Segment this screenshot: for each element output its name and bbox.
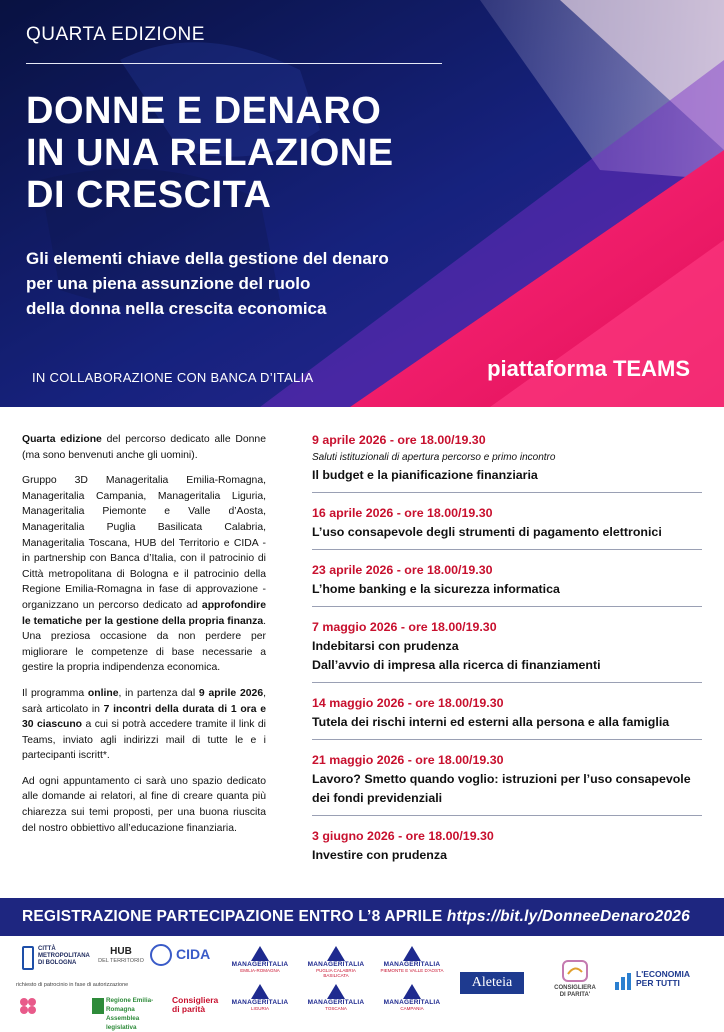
triangle-icon bbox=[327, 984, 345, 999]
intro-bold: 9 aprile 2026 bbox=[198, 687, 264, 699]
logo-text: DEL TERRITORIO bbox=[98, 958, 144, 964]
title-line: DI CRESCITA bbox=[26, 174, 272, 216]
intro-text-run: del percorso dedicato alle Donne (ma sono benvenuti anche gli uomini). bbox=[22, 434, 266, 461]
logo-text: MANAGERITALIA bbox=[383, 961, 441, 968]
regione-mark-icon bbox=[92, 998, 104, 1014]
subtitle-line: Gli elementi chiave della gestione del denaro bbox=[26, 249, 389, 268]
logo-text: Regione Emilia-Romagna bbox=[106, 997, 154, 1013]
logo-text: CONSIGLIERA bbox=[554, 985, 596, 991]
intro-paragraph: Ad ogni appuntamento ci sarà uno spazio dedicato alle domande ai relatori, al fine di creare quanta più chiarezza sui temi proposti, per una buona riuscita del nostro obbiettivo all’educazione finanziaria. bbox=[22, 775, 266, 834]
intro-paragraph bbox=[22, 686, 266, 764]
logo-text: Assemblea legislativa bbox=[106, 1015, 140, 1031]
logo-text: Consigliera bbox=[172, 995, 219, 1005]
logo-text: DI PARITA' bbox=[559, 992, 591, 998]
title-line: IN UNA RELAZIONE bbox=[26, 132, 394, 174]
registration-link[interactable]: https://bit.ly/DonneeDenaro2026 bbox=[446, 908, 690, 925]
manageritalia-piemonte-logo bbox=[380, 946, 444, 986]
flower-icon bbox=[16, 994, 40, 1018]
intro-bold: 7 incontri della durata di 1 ora e 30 ciascuno bbox=[22, 703, 266, 731]
intro-text-run: Il programma bbox=[22, 687, 88, 699]
event-date: 3 giugno 2026 - ore 18.00/19.30 bbox=[312, 829, 494, 843]
consigliera-small-logo bbox=[172, 996, 222, 1014]
logo-text: DI BOLOGNA bbox=[38, 960, 77, 966]
intro-text-run: , sarà articolato in bbox=[22, 687, 266, 715]
logo-text: METROPOLITANA bbox=[38, 953, 90, 959]
hub-logo bbox=[96, 946, 146, 965]
logo-text: MANAGERITALIA bbox=[231, 999, 289, 1006]
manageritalia-toscana-logo bbox=[304, 984, 368, 1024]
triangle-icon bbox=[403, 946, 421, 961]
intro-paragraph bbox=[22, 473, 266, 676]
intro-bold: Quarta edizione bbox=[22, 434, 102, 445]
subtitle-line: della donna nella crescita economica bbox=[26, 299, 327, 318]
intro-text-run: , in partenza dal bbox=[118, 687, 199, 699]
event-schedule bbox=[312, 429, 702, 881]
bar-chart-icon bbox=[614, 972, 632, 990]
manageritalia-puglia-logo bbox=[304, 946, 368, 986]
aleteia-logo: Aleteia bbox=[460, 972, 524, 994]
event-item bbox=[312, 749, 702, 816]
manageritalia-emilia-logo bbox=[228, 946, 292, 986]
manageritalia-campania-logo bbox=[380, 984, 444, 1024]
logo-text: HUB bbox=[110, 946, 132, 957]
platform-label: piattaforma TEAMS bbox=[487, 356, 690, 381]
logo-text: PIEMONTE E VALLE D'AOSTA bbox=[380, 968, 444, 973]
header-divider bbox=[26, 63, 442, 64]
logo-text: CITTÀ bbox=[38, 946, 56, 952]
event-topic: Il budget e la pianificazione finanziaria bbox=[312, 468, 538, 482]
logo-text: LIGURIA bbox=[250, 1006, 269, 1011]
registration-label: REGISTRAZIONE PARTECIPAZIONE ENTRO L’8 APRILE bbox=[22, 908, 447, 925]
event-date: 14 maggio 2026 - ore 18.00/19.30 bbox=[312, 696, 504, 710]
event-topic: Dall’avvio di impresa alla ricerca di finanziamenti bbox=[312, 658, 601, 672]
event-date: 7 maggio 2026 - ore 18.00/19.30 bbox=[312, 620, 497, 634]
subtitle-line: per una piena assunzione del ruolo bbox=[26, 274, 311, 293]
event-date: 23 aprile 2026 - ore 18.00/19.30 bbox=[312, 563, 493, 577]
event-item bbox=[312, 825, 702, 872]
intro-bold: online bbox=[87, 687, 119, 699]
triangle-icon bbox=[403, 984, 421, 999]
event-topic: dei fondi previdenziali bbox=[312, 791, 443, 805]
consigliera-logo bbox=[544, 960, 606, 999]
event-topic: L’uso consapevole degli strumenti di pagamento elettronici bbox=[312, 525, 662, 539]
intro-text-run: a cui si potrà accedere tramite il link di Teams, inviato agli indirizzi mail di tutte le e i partecipanti iscritt*. bbox=[22, 719, 266, 762]
logo-text: TOSCANA bbox=[325, 1006, 347, 1011]
intro-text bbox=[22, 432, 266, 846]
page-subtitle bbox=[26, 246, 456, 321]
collaboration-label: IN COLLABORAZIONE CON BANCA D’ITALIA bbox=[32, 370, 314, 385]
event-topic: Indebitarsi con prudenza bbox=[312, 639, 459, 653]
event-item bbox=[312, 429, 702, 493]
intro-text-run: Gruppo 3D Manageritalia Emilia-Romagna, Manageritalia Campania, Manageritalia Liguria, Manageritalia Piemonte e Valle d’Aosta, Manageritalia Puglia Basilicata Calabria, Manageritalia Toscana, HUB del Territorio e CIDA - in partnership con Banca d’Italia, con il patrocinio di Città metropolitana di Bologna e il patrocinio della Regione Emilia-Romagna in fase di approvazione - organizzano un percorso dedicato ad bbox=[22, 475, 266, 611]
logo-text: MANAGERITALIA bbox=[231, 961, 289, 968]
event-date: 21 maggio 2026 - ore 18.00/19.30 bbox=[312, 753, 504, 767]
event-topic: L’home banking e la sicurezza informatica bbox=[312, 582, 560, 596]
intro-bold: approfondire le tematiche per la gestione della propria finanza bbox=[22, 599, 266, 627]
partner-logos bbox=[0, 936, 724, 1031]
logo-text: PUGLIA CALABRIA BASILICATA bbox=[316, 968, 356, 978]
logo-text: MANAGERITALIA bbox=[307, 961, 365, 968]
event-date: 9 aprile 2026 - ore 18.00/19.30 bbox=[312, 433, 486, 447]
page-title bbox=[26, 90, 466, 216]
event-topic: Tutela dei rischi interni ed esterni alla persona e alla famiglia bbox=[312, 715, 670, 729]
logo-text: EMILIA-ROMAGNA bbox=[240, 968, 280, 973]
triangle-icon bbox=[251, 984, 269, 999]
logo-text: MANAGERITALIA bbox=[307, 999, 365, 1006]
event-topic: Investire con prudenza bbox=[312, 848, 447, 862]
triangle-icon bbox=[251, 946, 269, 961]
intro-paragraph bbox=[22, 432, 266, 463]
hero-banner bbox=[0, 0, 724, 407]
shield-icon bbox=[22, 946, 34, 970]
logo-text: CAMPANIA bbox=[400, 1006, 424, 1011]
manageritalia-liguria-logo bbox=[228, 984, 292, 1024]
event-topic: Lavoro? Smetto quando voglio: istruzioni per l’uso consapevole bbox=[312, 772, 691, 786]
logo-text: L'ECONOMIA bbox=[636, 969, 690, 979]
patrocinio-note: richiesto di patrocinio in fase di autorizzazione bbox=[16, 982, 129, 988]
event-item bbox=[312, 616, 702, 683]
event-date: 16 aprile 2026 - ore 18.00/19.30 bbox=[312, 506, 493, 520]
title-line: DONNE E DENARO bbox=[26, 90, 382, 132]
pink-flower-logo bbox=[16, 994, 40, 1018]
logo-text: MANAGERITALIA bbox=[383, 999, 441, 1006]
consigliera-mark-icon bbox=[562, 960, 588, 982]
intro-text-run: . Una preziosa occasione da non perdere per migliorare le competenze di base necessarie a gestire la propria indipendenza economica. bbox=[22, 615, 266, 674]
registration-bar bbox=[0, 898, 724, 936]
cida-mark-icon bbox=[150, 944, 172, 966]
event-item bbox=[312, 692, 702, 740]
event-note: Saluti istituzionali di apertura percorso e primo incontro bbox=[312, 452, 556, 463]
logo-text: di parità bbox=[172, 1004, 206, 1014]
triangle-icon bbox=[327, 946, 345, 961]
edition-label: QUARTA EDIZIONE bbox=[26, 24, 205, 45]
event-item bbox=[312, 559, 702, 607]
event-item bbox=[312, 502, 702, 550]
logo-text: CIDA bbox=[176, 946, 211, 962]
logo-text: PER TUTTI bbox=[636, 978, 680, 988]
